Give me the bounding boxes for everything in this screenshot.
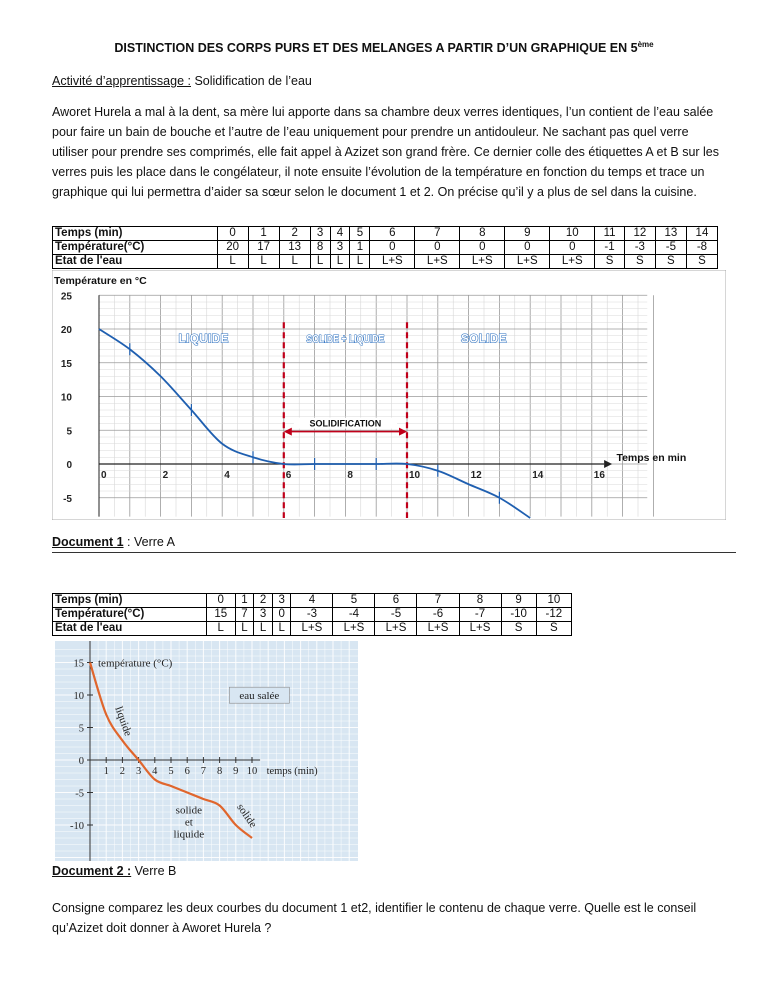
x-tick-label: 6 [184,766,190,777]
x-tick-label: 7 [200,766,207,777]
table-cell: L [272,622,291,636]
x-tick-label: 4 [152,766,158,777]
table-cell: 7 [235,608,254,622]
curve-label-word: solide [175,804,202,817]
x-axis-label: temps (min) [266,766,318,777]
curve-label-word: liquide [173,828,205,841]
table-cell: 6 [370,227,415,241]
x-tick-label: 1 [103,766,109,777]
table-cell: L+S [415,255,460,269]
y-tick-label: -10 [70,821,84,832]
table-cell: -8 [686,241,717,255]
table-cell: 7 [415,227,460,241]
x-axis-label: Temps en min [616,452,687,464]
table-cell: -3 [291,608,333,622]
region-label-solide: SOLIDE [461,333,507,346]
y-tick-label: 20 [60,325,72,336]
page-title-sup: ème [637,40,654,49]
table-cell: S [501,622,536,636]
table-cell: -6 [417,608,459,622]
table-cell: L [254,622,273,636]
table-cell: L+S [370,255,415,269]
table-cell: 9 [501,594,536,608]
x-tick-label: 16 [593,470,605,481]
row-state [53,622,572,636]
table-cell: S [686,255,717,269]
table-cell: 1 [350,241,370,255]
page-title [0,40,768,55]
x-tick-label: 0 [101,470,107,481]
document-1-text: : Verre A [123,535,175,549]
table-cell: S [595,255,625,269]
row-temperature [53,241,718,255]
table-cell: S [655,255,686,269]
legend-label: eau salée [239,690,280,703]
table-cell: S [536,622,571,636]
x-tick-label: 14 [532,470,544,481]
table-cell: 0 [217,227,248,241]
table-cell: -5 [375,608,417,622]
page-title-text: DISTINCTION DES CORPS PURS ET DES MELANGES A PARTIR D’UN GRAPHIQUE EN 5 [114,41,638,56]
table-cell: 0 [415,241,460,255]
document-2-text: Verre B [131,864,177,878]
row-header: Etat de l'eau [53,255,218,269]
table-cell: -4 [333,608,375,622]
row-temperature [53,608,572,622]
chart-verre-b [55,641,358,861]
x-tick-label: 8 [216,766,223,777]
x-tick-label: 12 [470,470,482,481]
table-cell: 5 [350,227,370,241]
x-tick-label: 8 [347,470,353,481]
table-cell: 0 [206,594,235,608]
table-cell: L+S [550,255,595,269]
table-cell: L [279,255,310,269]
data-table-verre-b [52,593,572,636]
activity-subtitle [52,74,312,88]
divider [52,552,736,553]
table-cell: 14 [686,227,717,241]
table-cell: 8 [459,594,501,608]
row-header: Temps (min) [53,227,218,241]
x-tick-label: 4 [224,470,230,481]
row-header: Etat de l'eau [53,622,207,636]
region-label-solide-liquide: SOLIDE + LIQUIDE [306,333,385,346]
y-tick-label: 25 [60,291,72,303]
table-cell: 4 [291,594,333,608]
table-cell: L+S [505,255,550,269]
table-cell: 8 [460,227,505,241]
table-cell: 13 [279,241,310,255]
instruction-paragraph: Consigne comparez les deux courbes du document 1 et2, identifier le contenu de chaque verre. Quelle est le conseil qu’Azizet doit donner à Aworet Hurela ? [52,901,697,935]
table-cell: 3 [310,227,330,241]
x-tick-label: 3 [135,766,142,777]
table-cell: 2 [254,594,273,608]
table-cell: 0 [272,608,291,622]
table-cell: 17 [248,241,279,255]
table-cell: S [624,255,655,269]
x-tick-label: 10 [409,470,421,481]
table-cell: 3 [330,241,350,255]
y-tick-label: 10 [60,392,72,404]
table-cell: -12 [536,608,571,622]
table-cell: 11 [595,227,625,241]
row-header: Temps (min) [53,594,207,608]
x-tick-label: 2 [162,470,169,481]
table-cell: 3 [254,608,273,622]
y-tick-label: 5 [66,426,72,438]
chart-background [55,641,358,861]
table-cell: L+S [417,622,459,636]
document-1-caption [52,535,175,549]
x-tick-label: 9 [233,766,239,777]
y-tick-label: 5 [78,723,84,735]
table-cell: -7 [459,608,501,622]
y-tick-label: -5 [63,493,72,505]
solidification-label: SOLIDIFICATION [309,418,382,429]
intro-paragraph: Aworet Hurela a mal à la dent, sa mère lui apporte dans sa chambre deux verres identiques, l’un contient de l’eau salée pour faire un bain de bouche et l’autre de l’eau uniquement pour prendre un antidouleur. Ne sachant pas quel verre utiliser pour prendre ses comprimés, elle fait appel à Azizet son grand frère. Ce dernier colle des étiquettes A et B sur les verres puis les place dans le congélateur, il note ensuite l’évolution de la température en fonction du temps et trace un graphique qui lui permettra d’aider sa sœur selon le document 1 et 2. On précise qu’il y a plus de sel dans la cuisine. [52,105,720,199]
table-cell: L [217,255,248,269]
table-cell: 0 [460,241,505,255]
table-cell: L [235,622,254,636]
region-label-liquide: LIQUIDE [178,333,229,346]
table-cell: L [330,255,350,269]
x-tick-label: 5 [168,766,174,777]
table-cell: 5 [333,594,375,608]
y-tick-label: 15 [60,358,72,370]
row-time [53,594,572,608]
activity-text: Solidification de l’eau [190,74,312,88]
table-cell: 2 [279,227,310,241]
document-1-label: Document 1 [52,535,124,549]
table-cell: 0 [370,241,415,255]
table-cell: -5 [655,241,686,255]
table-cell: 8 [310,241,330,255]
table-cell: 4 [330,227,350,241]
table-cell: L+S [460,255,505,269]
table-cell: 10 [550,227,595,241]
activity-label: Activité d’apprentissage : [52,74,191,88]
table-cell: 13 [655,227,686,241]
table-cell: 0 [505,241,550,255]
chart-frame [52,270,726,520]
table-cell: 20 [217,241,248,255]
table-cell: -3 [624,241,655,255]
table-cell: L+S [291,622,333,636]
table-cell: L [310,255,330,269]
table-cell: 9 [505,227,550,241]
table-cell: 1 [235,594,254,608]
y-tick-label: 15 [73,658,84,670]
table-cell: 3 [272,594,291,608]
row-state [53,255,718,269]
table-cell: L+S [375,622,417,636]
table-cell: L+S [333,622,375,636]
table-cell: -10 [501,608,536,622]
x-tick-label: 6 [285,470,292,481]
y-tick-label: 10 [73,691,84,702]
data-table-verre-a [52,226,718,269]
table-cell: 1 [248,227,279,241]
table-cell: 6 [375,594,417,608]
table-cell: 15 [206,608,235,622]
y-tick-label: -5 [75,788,84,800]
table-cell: L [350,255,370,269]
x-tick-label: 10 [246,766,258,777]
table-cell: 7 [417,594,459,608]
table-cell: -1 [595,241,625,255]
chart-verre-a [52,270,726,520]
y-tick-label: 0 [66,460,72,471]
y-axis-label: température (°C) [98,657,173,670]
curve-label-word: et [184,816,193,829]
y-axis-label: Température en °C [54,275,147,287]
row-header: Température(°C) [53,608,207,622]
document-2-label: Document 2 : [52,864,132,878]
table-cell: L [248,255,279,269]
table-cell: L [206,622,235,636]
curve-label-solide: solide [234,801,260,831]
table-cell: L+S [459,622,501,636]
curve-label-liquide: liquide [112,704,135,738]
y-tick-label: 0 [78,756,84,767]
table-cell: 10 [536,594,571,608]
table-cell: 12 [624,227,655,241]
x-tick-label: 2 [119,766,126,777]
document-2-caption [52,864,176,878]
row-time [53,227,718,241]
table-cell: 0 [550,241,595,255]
row-header: Température(°C) [53,241,218,255]
